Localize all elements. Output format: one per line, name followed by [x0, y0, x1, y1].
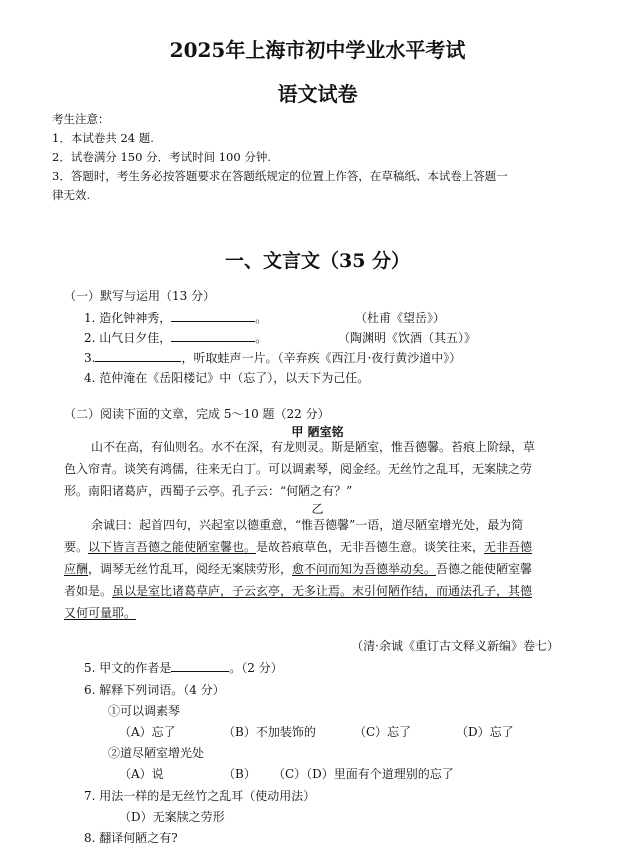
q6-sub2-option-cd: （C）（D）里面有个道理别的忘了 — [273, 767, 454, 781]
underlined-sentence-4: 虽以是室比诸葛草庐，子云玄亭，无多让焉。末引何陋作结，而通法孔子，其德 — [112, 584, 533, 598]
notice-heading: 考生注意： — [52, 112, 110, 126]
passage-jia-title: 甲 陋室铭 — [291, 425, 344, 439]
part2-heading: （二）阅读下面的文章，完成 5～10 题（22 分） — [64, 407, 330, 421]
notice-item-1: 1．本试卷共 24 题. — [52, 131, 154, 145]
exam-subtitle: 语文试卷 — [277, 82, 358, 106]
q6-sub1-option-d: （D）忘了 — [456, 725, 514, 739]
passage-yi-line-4 — [64, 580, 532, 602]
passage-yi-line-1: 余诚曰：起首四句，兴起室以德重意，“惟吾德馨”一语，道尽陋室增光处，最为简 — [91, 518, 524, 532]
yi-text: ，调琴无丝竹乱耳，阅经无案牍劳形， — [88, 562, 293, 576]
q6-sub1-option-c: （C）忘了 — [354, 725, 412, 739]
passage-yi-line-5 — [64, 602, 136, 624]
q6-sub-2: ②道尽陋室增光处 — [108, 746, 205, 760]
q3-text: ，听取蛙声一片。（辛弃疾《西江月·夜行黄沙道中》） — [181, 351, 462, 365]
q3-blank — [95, 349, 181, 362]
q3-number: 3. — [84, 351, 96, 365]
question-3 — [84, 349, 461, 366]
question-1 — [84, 309, 267, 326]
passage-yi-title: 乙 — [311, 502, 324, 516]
passage-yi-line-2 — [64, 536, 532, 558]
q2-text: 2. 山气日夕佳， — [84, 331, 172, 345]
q2-end: 。 — [255, 331, 268, 345]
yi-text: 吾德之能使陋室馨 — [436, 562, 533, 576]
q5-blank — [171, 659, 229, 672]
q5-score: 。（2 分） — [229, 661, 283, 675]
q6-sub1-option-a: （A）忘了 — [119, 725, 176, 739]
q5-text: 5. 甲文的作者是 — [84, 661, 172, 675]
q1-text: 1. 造化钟神秀， — [84, 311, 172, 325]
yi-text: 要。 — [64, 540, 89, 554]
passage-yi-line-3 — [64, 558, 532, 580]
question-5 — [84, 659, 283, 676]
question-4: 4. 范仲淹在《岳阳楼记》中（忘了），以天下为己任。 — [84, 371, 370, 385]
q7-option-d: （D）无案牍之劳形 — [119, 810, 225, 824]
underlined-sentence-4-cont: 又何可量耶。 — [64, 606, 137, 620]
question-6: 6. 解释下列词语。（4 分） — [84, 683, 225, 697]
q1-source: （杜甫《望岳》） — [355, 311, 446, 325]
exam-title: 2025年上海市初中学业水平考试 — [169, 38, 466, 62]
passage-source: （清·余诚《重订古文释义新编》卷七） — [351, 639, 559, 653]
q6-sub2-option-a: （A）说 — [119, 767, 164, 781]
section-title: 一、文言文（35 分） — [224, 250, 411, 272]
q1-end: 。 — [255, 311, 268, 325]
notice-item-4: 律无效. — [52, 188, 91, 202]
passage-jia-line-2: 色入帘青。谈笑有鸿儒，往来无白丁。可以调素琴，阅金经。无丝竹之乱耳，无案牍之劳 — [64, 462, 533, 476]
notice-item-3: 3．答题时，考生务必按答题要求在答题纸规定的位置上作答，在草稿纸、本试卷上答题一 — [52, 169, 508, 183]
q2-source: （陶渊明《饮酒（其五）》 — [338, 331, 477, 345]
q6-sub1-option-b: （B）不加装饰的 — [223, 725, 316, 739]
question-7: 7. 用法一样的是无丝竹之乱耳（使动用法） — [84, 789, 316, 803]
underlined-sentence-3: 愈不问而知为吾德举动矣。 — [292, 562, 437, 576]
yi-text: 者如是。 — [64, 584, 113, 598]
q1-blank — [171, 309, 255, 322]
passage-jia-line-1: 山不在高，有仙则名。水不在深，有龙则灵。斯是陋室，惟吾德馨。苔痕上阶绿，草 — [91, 440, 536, 454]
passage-jia-line-3: 形。南阳诸葛庐，西蜀子云亭。孔子云：“何陋之有？” — [64, 484, 353, 498]
q6-sub2-option-b: （B） — [223, 767, 256, 781]
q6-sub-1: ①可以调素琴 — [108, 704, 181, 718]
yi-text: 是故苔痕草色，无非吾德生意。谈笑往来， — [256, 540, 485, 554]
underlined-sentence-1: 以下皆言吾德之能使陋室馨也。 — [88, 540, 257, 554]
q2-blank — [171, 329, 255, 342]
part1-heading: （一）默写与运用（13 分） — [64, 289, 216, 303]
underlined-sentence-2-cont: 应酬 — [64, 562, 89, 576]
question-2 — [84, 329, 267, 346]
underlined-sentence-2: 无非吾德 — [484, 540, 533, 554]
notice-item-2: 2．试卷满分 150 分．考试时间 100 分钟. — [52, 150, 271, 164]
question-8: 8. 翻译何陋之有? — [84, 831, 178, 845]
